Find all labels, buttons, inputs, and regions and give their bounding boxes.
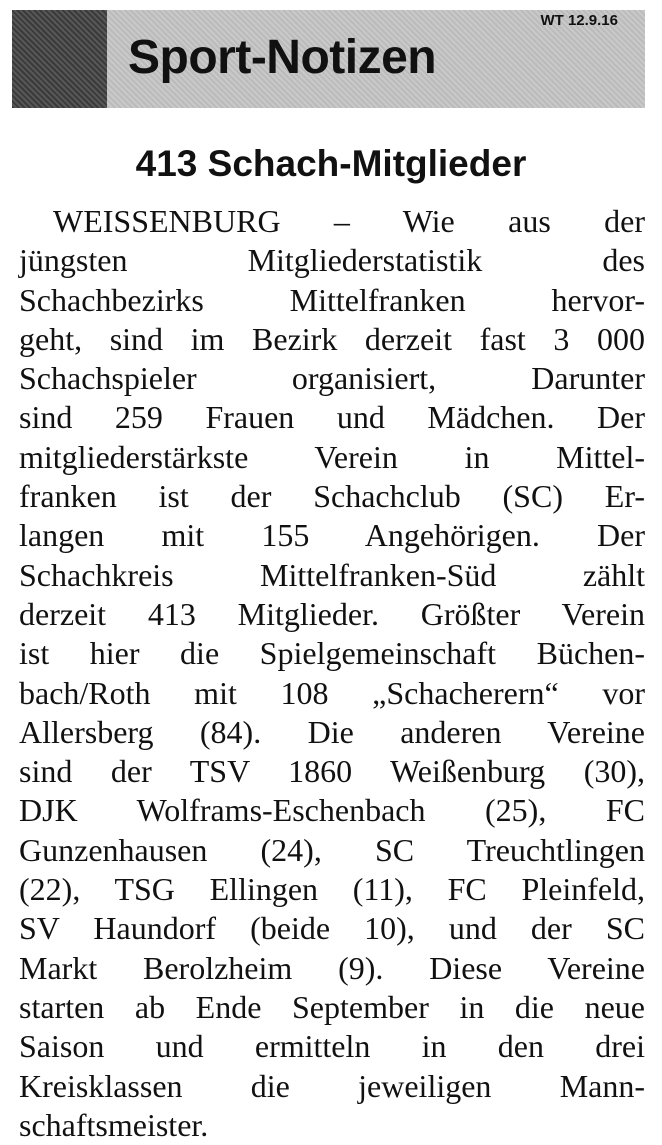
article-line: franken ist der Schachclub (SC) Er- [19, 478, 645, 515]
article-line: Kreisklassen die jeweiligen Mann- [19, 1067, 645, 1104]
article-line: mitgliederstärkste Verein in Mittel- [19, 438, 645, 475]
article-headline: 413 Schach-Mitglieder [135, 143, 527, 184]
article-line: Saison und ermitteln in den drei [19, 1028, 645, 1065]
article-line: schaftsmeister. [19, 1106, 209, 1143]
article-line: WEISSENBURG – Wie aus der [53, 203, 645, 239]
article-line: starten ab Ende September in die neue [19, 988, 645, 1025]
article-body [19, 202, 645, 1145]
article-line: ist hier die Spielgemeinschaft Büchen- [19, 635, 645, 672]
source-date-stamp: WT 12.9.16 [540, 12, 618, 29]
section-header-dark-block [12, 10, 107, 108]
article-line: geht, sind im Bezirk derzeit fast 3 000 [19, 320, 645, 357]
article-line: derzeit 413 Mitglieder. Größter Verein [19, 595, 645, 632]
article-line: sind 259 Frauen und Mädchen. Der [19, 399, 645, 436]
article-line: Markt Berolzheim (9). Diese Vereine [19, 949, 645, 986]
article-line: jüngsten Mitgliederstatistik des [19, 242, 645, 279]
article-line: Schachkreis Mittelfranken-Süd zählt [19, 556, 645, 593]
section-title: Sport-Notizen [128, 31, 437, 84]
article-line: sind der TSV 1860 Weißenburg (30), [19, 753, 645, 790]
article-line: Allersberg (84). Die anderen Vereine [19, 713, 645, 750]
article-line: Gunzenhausen (24), SC Treuchtlingen [19, 831, 645, 868]
article-line: Schachbezirks Mittelfranken hervor- [19, 281, 645, 318]
article-line: langen mit 155 Angehörigen. Der [19, 517, 645, 554]
article-line: bach/Roth mit 108 „Schacherern“ vor [19, 674, 645, 711]
article-line: DJK Wolframs-Eschenbach (25), FC [19, 792, 645, 829]
article-line: SV Haundorf (beide 10), und der SC [19, 910, 645, 947]
article-line: (22), TSG Ellingen (11), FC Pleinfeld, [19, 871, 645, 908]
article-line: Schachspieler organisiert, Darunter [19, 360, 645, 397]
